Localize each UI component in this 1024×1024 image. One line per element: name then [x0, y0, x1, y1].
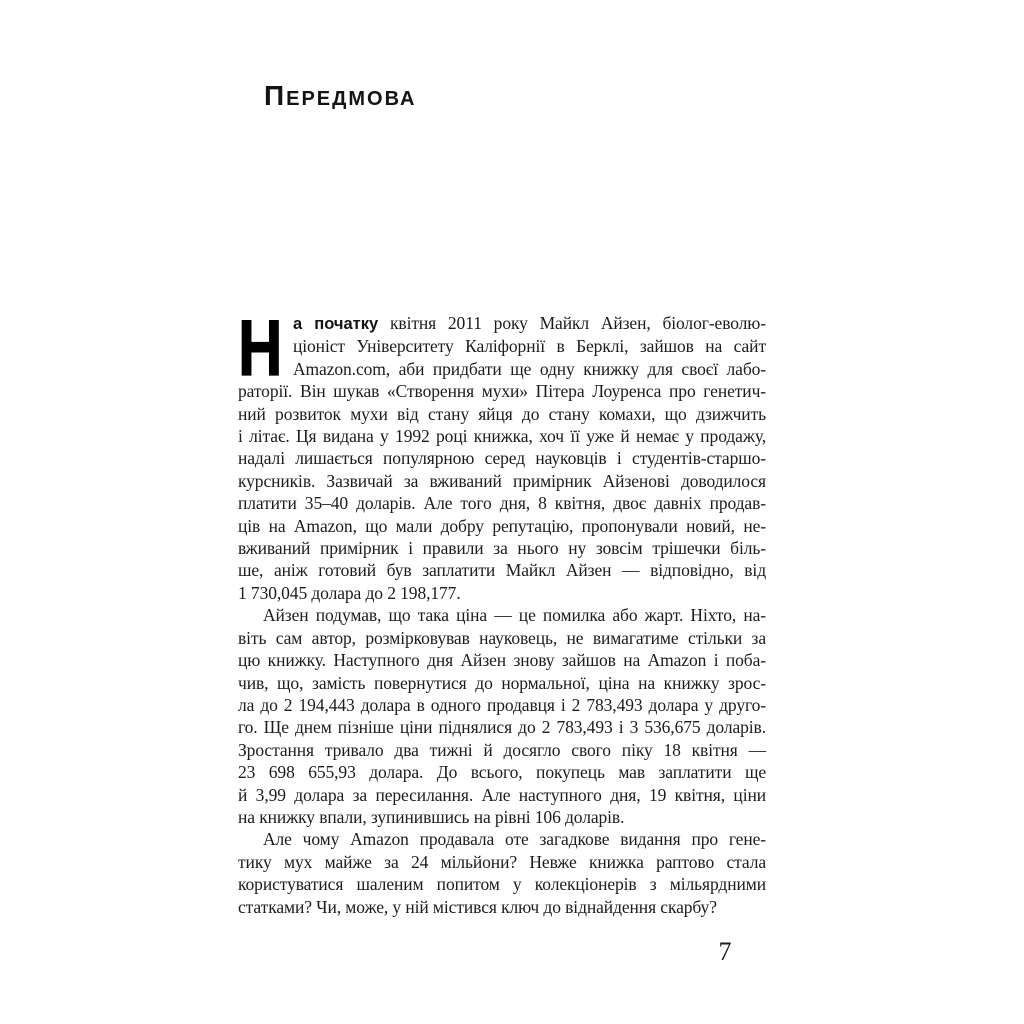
- text-line: ціоніст Університету Каліфорнії в Берклі, зайшов на сайт: [293, 336, 766, 357]
- text-line: й 3,99 долара за пересилання. Але наступного дня, 19 квітня, ціни: [238, 784, 766, 805]
- chapter-title: Передмова: [264, 80, 417, 111]
- text-line: чив, що, замість повернутися до нормальної, ціна на книжку зрос-: [238, 672, 766, 693]
- text-line: 23 698 655,93 долара. До всього, покупець мав заплатити ще: [238, 762, 766, 783]
- text-line: ний розвиток мухи від стану яйця до стану комахи, що дзижчить: [238, 403, 766, 424]
- text-line: ців на Amazon, що мали добру репутацію, пропонували новий, не-: [238, 515, 766, 536]
- text-line: курсників. Зазвичай за вживаний примірник Айзенові доводилося: [238, 470, 766, 491]
- paragraph: [238, 604, 766, 828]
- text-line: Amazon.com, аби придбати ще одну книжку для своєї лабо-: [293, 358, 766, 379]
- text-line: тику мух майже за 24 мільйони? Невже книжка раптово стала: [238, 851, 766, 872]
- text-line: ла до 2 194,443 долара в одного продавця і 2 783,493 долара у друго-: [238, 694, 766, 715]
- paragraph: [238, 303, 766, 604]
- text-line: Айзен подумав, що така ціна — це помилка або жарт. Ніхто, на-: [263, 605, 766, 626]
- text-line: статками? Чи, може, у ній містився ключ до віднайдення скарбу?: [238, 896, 717, 917]
- text-line: цю книжку. Наступного дня Айзен знову зайшов на Amazon і поба-: [238, 650, 766, 671]
- page-number: 7: [718, 937, 732, 966]
- text-line: вживаний примірник і правили за нього ну зовсім трішечки біль-: [238, 538, 766, 559]
- text-line: 1 730,045 долара до 2 198,177.: [238, 582, 461, 603]
- text-line: і літає. Ця видана у 1992 році книжка, хоч її уже й немає у продажу,: [238, 426, 766, 447]
- text-line: раторії. Він шукав «Створення мухи» Пітера Лоуренса про генетич-: [238, 381, 766, 402]
- text-line: на книжку впали, зупинившись на рівні 106 доларів.: [238, 806, 625, 827]
- body-text: [238, 303, 766, 918]
- text-line: а початку квітня 2011 року Майкл Айзен, біолог-еволю-: [293, 313, 766, 333]
- text-line: ше, аніж готовий був заплатити Майкл Айзен — відповідно, від: [238, 560, 766, 581]
- text-line: Зростання тривало два тижні й досягло свого піку 18 квітня —: [238, 739, 766, 760]
- text-line: Але чому Amazon продавала оте загадкове видання про гене-: [263, 829, 766, 850]
- text-line: надалі лишається популярною серед науковців і студентів-старшо-: [238, 448, 766, 469]
- text-line: користуватися шаленим попитом у колекціонерів з мільярдними: [238, 874, 766, 895]
- text-line: го. Ще днем пізніше ціни піднялися до 2 783,493 і 3 536,675 доларів.: [238, 717, 766, 738]
- drop-cap: [238, 303, 293, 392]
- lead-in-text: а початку: [293, 315, 379, 333]
- drop-cap-letter: Н: [238, 303, 283, 392]
- text-line: віть сам автор, розмірковував науковець, не вимагатиме стільки за: [238, 627, 766, 648]
- paragraph: [238, 828, 766, 918]
- text-line: платити 35–40 доларів. Але того дня, 8 квітня, двоє давніх продав-: [238, 493, 766, 514]
